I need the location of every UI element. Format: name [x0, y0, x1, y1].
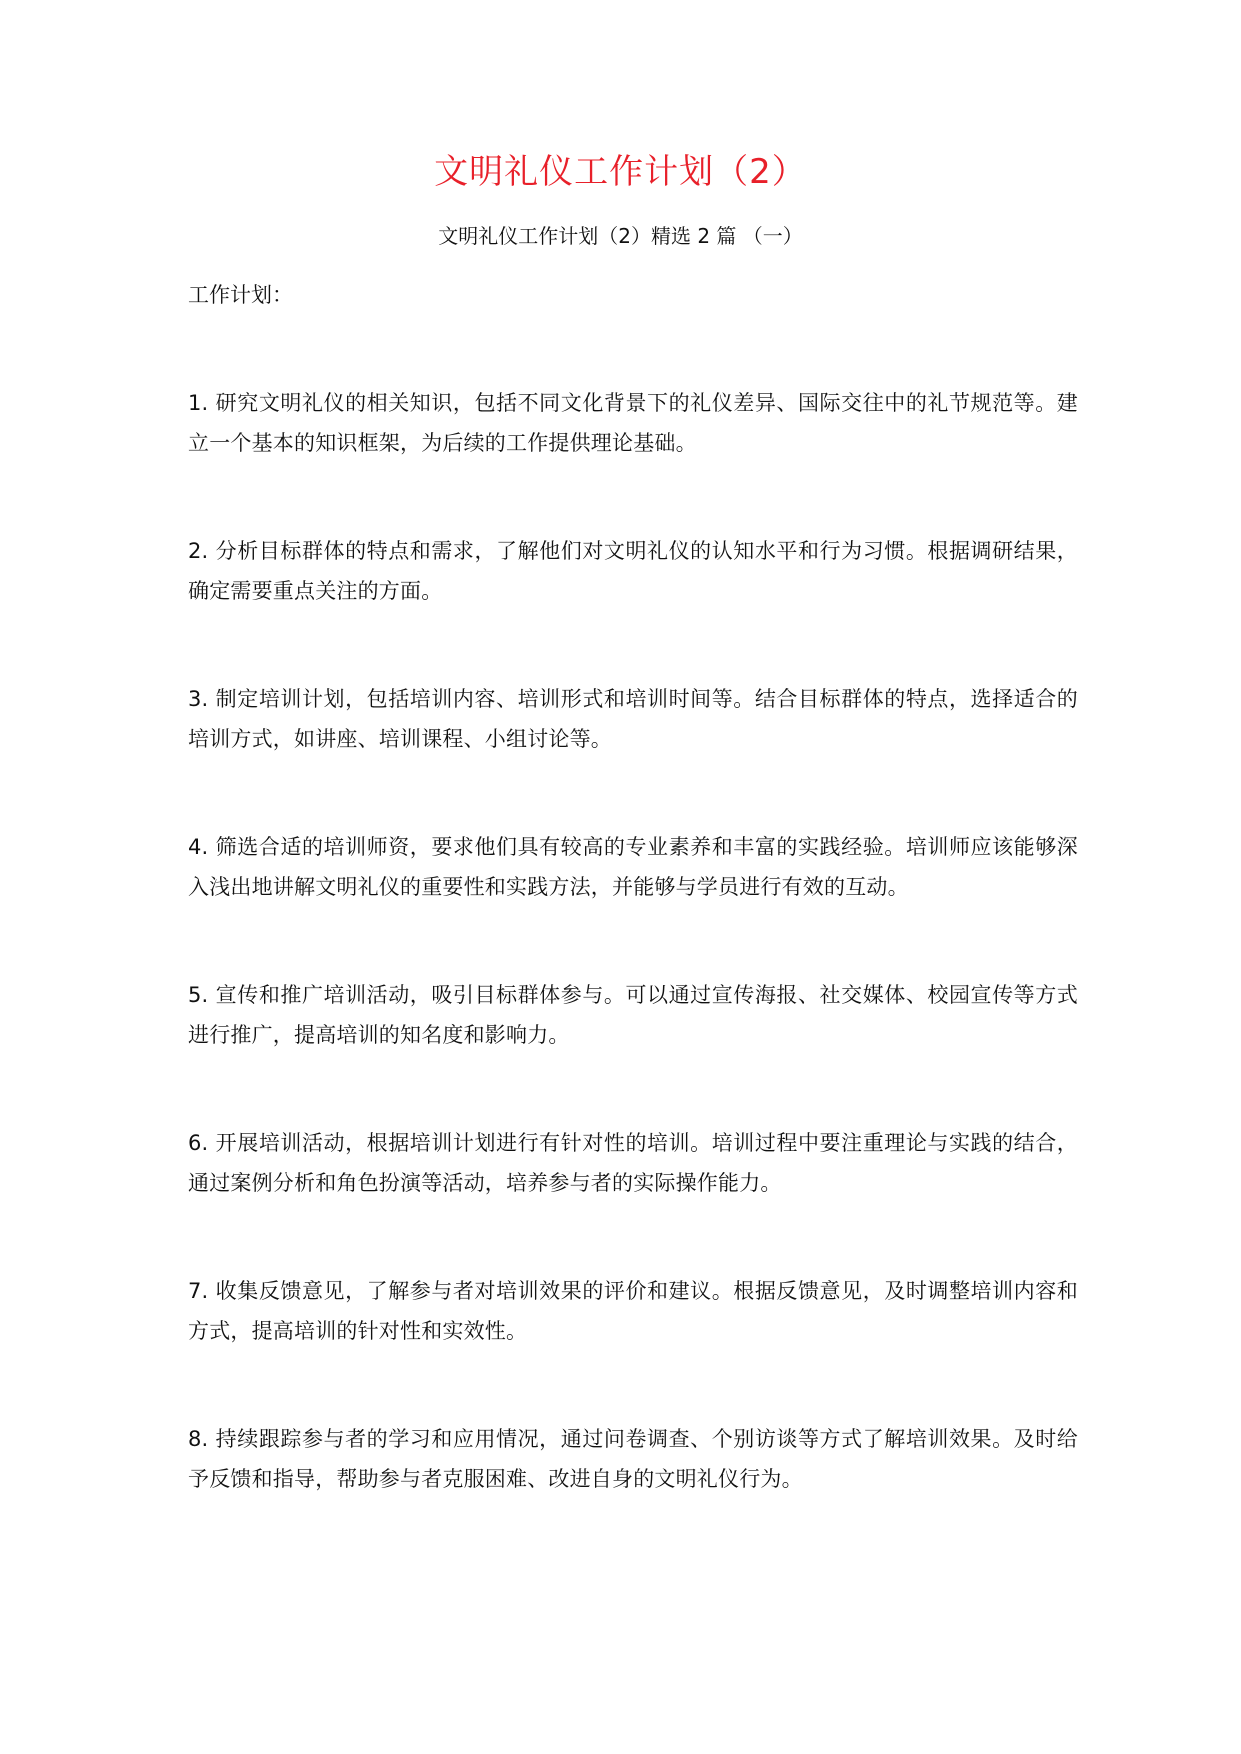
plan-item-8: 8. 持续跟踪参与者的学习和应用情况，通过问卷调查、个别访谈等方式了解培训效果。及时给予反馈和指导，帮助参与者克服困难、改进自身的文明礼仪行为。: [188, 1427, 1078, 1491]
plan-item-6: 6. 开展培训活动，根据培训计划进行有针对性的培训。培训过程中要注重理论与实践的结合，通过案例分析和角色扮演等活动，培养参与者的实际操作能力。: [188, 1131, 1078, 1195]
document-title: 文明礼仪工作计划（2）: [434, 152, 807, 192]
plan-item-5: 5. 宣传和推广培训活动，吸引目标群体参与。可以通过宣传海报、社交媒体、校园宣传等方式进行推广，提高培训的知名度和影响力。: [188, 983, 1078, 1047]
plan-item-1: 1. 研究文明礼仪的相关知识，包括不同文化背景下的礼仪差异、国际交往中的礼节规范等。建立一个基本的知识框架，为后续的工作提供理论基础。: [188, 391, 1078, 455]
plan-item-list: [188, 383, 1078, 1567]
plan-item-4: 4. 筛选合适的培训师资，要求他们具有较高的专业素养和丰富的实践经验。培训师应该能够深入浅出地讲解文明礼仪的重要性和实践方法，并能够与学员进行有效的互动。: [188, 835, 1078, 899]
plan-item-3: 3. 制定培训计划，包括培训内容、培训形式和培训时间等。结合目标群体的特点，选择适合的培训方式，如讲座、培训课程、小组讨论等。: [188, 687, 1078, 751]
plan-item-2: 2. 分析目标群体的特点和需求，了解他们对文明礼仪的认知水平和行为习惯。根据调研结果，确定需要重点关注的方面。: [188, 539, 1078, 603]
document-subtitle: 文明礼仪工作计划（2）精选 2 篇 （一）: [438, 224, 803, 248]
plan-item-7: 7. 收集反馈意见，了解参与者对培训效果的评价和建议。根据反馈意见，及时调整培训内容和方式，提高培训的针对性和实效性。: [188, 1279, 1078, 1343]
section-intro: 工作计划：: [188, 283, 293, 307]
